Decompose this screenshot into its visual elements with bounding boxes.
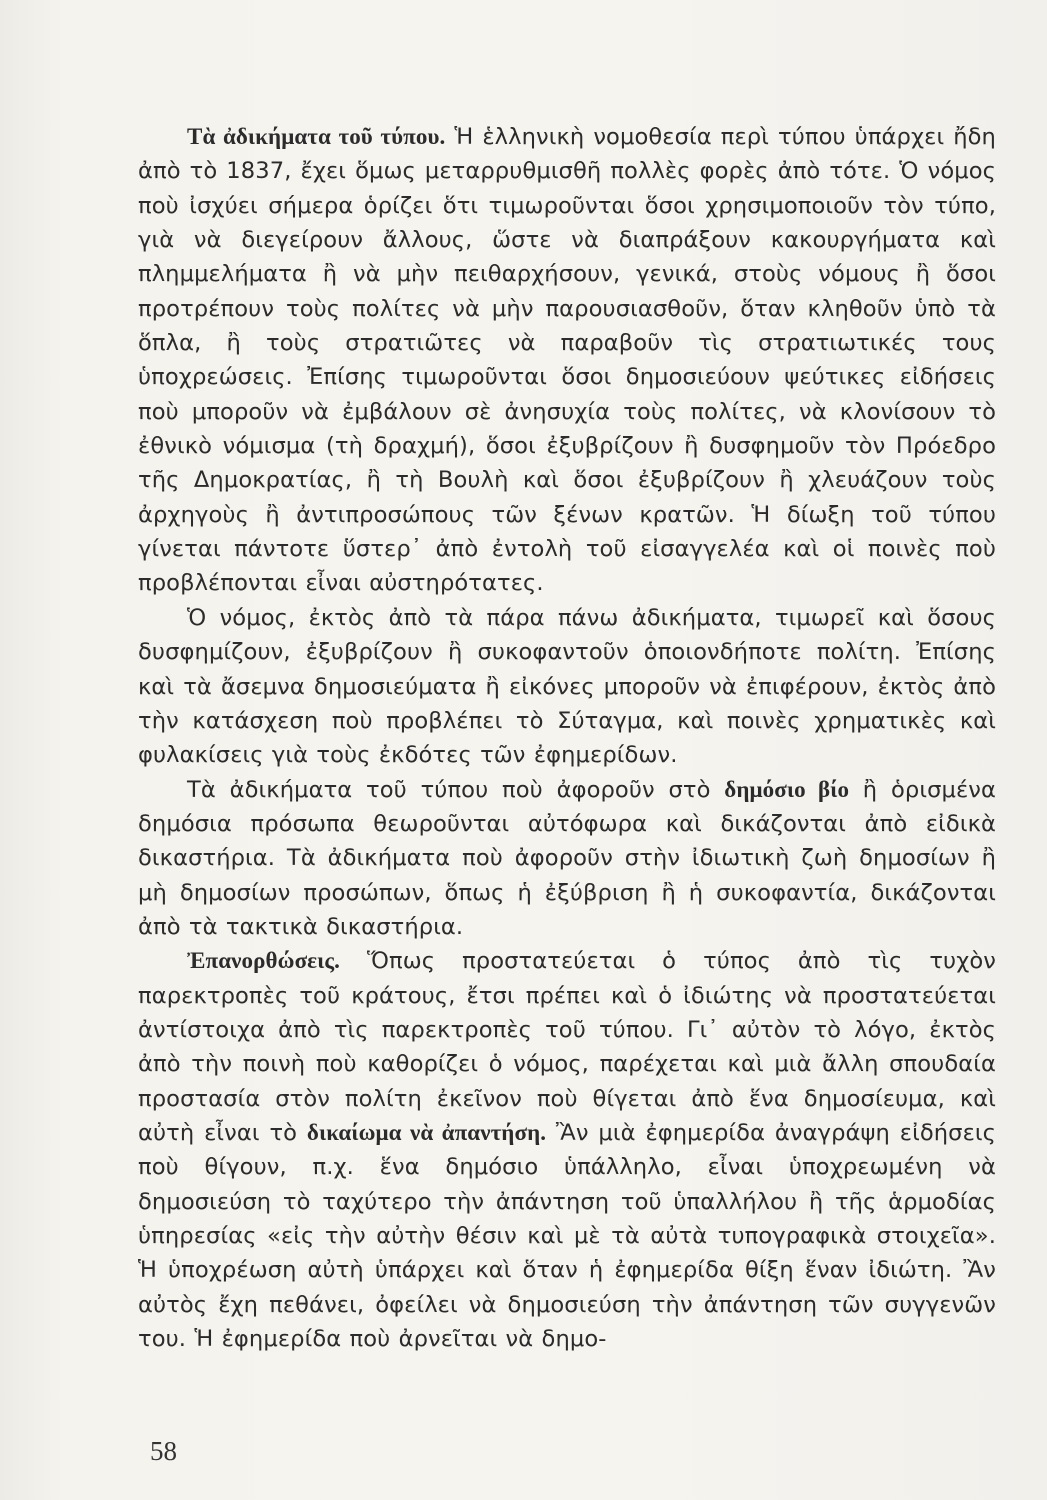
section-heading-press-offences: Τὰ ἀδικήματα τοῦ τύπου. (187, 124, 446, 149)
paragraph-text: Ὁ νόμος, ἐκτὸς ἀπὸ τὰ πάρα πάνω ἀδικήματα, τιμωρεῖ καὶ ὅσους δυσφημίζουν, ἐξυβρίζουν ἢ συκοφαντοῦν ὁποιονδήποτε πολίτη. Ἐπίσης καὶ τὰ ἄσεμνα δημοσιεύματα ἢ εἰκόνες μποροῦν νὰ ἐπιφέρουν, ἐκτὸς ἀπὸ τὴν κατάσχεση ποὺ προβλέπει τὸ Σύταγμα, καὶ ποινὲς χρηματικὲς καὶ φυλακίσεις γιὰ τοὺς ἐκδότες τῶν ἐφημερίδων. (138, 604, 996, 769)
paragraph-corrections (138, 944, 996, 1356)
paragraph-text: Ἂν μιὰ ἐφημερίδα ἀναγράψη εἰδήσεις ποὺ θίγουν, π.χ. ἕνα δημόσιο ὑπάλληλο, εἶναι ὑποχρεωμένη νὰ δημοσιεύση τὸ ταχύτερο τὴν ἀπάντηση τοῦ ὑπαλλήλου ἢ τῆς ἁρμοδίας ὑπηρεσίας «εἰς τὴν αὐτὴν θέσιν καὶ μὲ τὰ αὐτὰ τυπογραφικὰ στοιχεῖα». Ἡ ὑποχρέωση αὐτὴ ὑπάρχει καὶ ὅταν ἡ ἐφημερίδα θίξη ἕναν ἰδιώτη. Ἂν αὐτὸς ἔχη πεθάνει, ὀφείλει νὰ δημοσιεύση τὴν ἀπάντηση τῶν συγγενῶν του. Ἡ ἐφημερίδα ποὺ ἀρνεῖται νὰ δημο- (138, 1119, 996, 1353)
page-number: 58 (150, 1436, 177, 1466)
body-text (138, 120, 996, 1356)
paragraph-text: Ὅπως προστατεύεται ὁ τύπος ἀπὸ τὶς τυχὸν παρεκτροπὲς τοῦ κράτους, ἔτσι πρέπει καὶ ὁ ἰδιώτης νὰ προστατεύεται ἀντίστοιχα ἀπὸ τὶς παρεκτροπὲς τοῦ τύπου. Γι᾽ αὐτὸν τὸ λόγο, ἐκτὸς ἀπὸ τὴν ποινὴ ποὺ καθορίζει ὁ νόμος, παρέχεται καὶ μιὰ ἄλλη σπουδαία προστασία στὸν πολίτη ἐκεῖνον ποὺ θίγεται ἀπὸ ἕνα δημοσίευμα, καὶ αὐτὴ εἶναι τὸ (138, 948, 996, 1146)
paragraph-text: Τὰ ἀδικήματα τοῦ τύπου ποὺ ἀφοροῦν στὸ (187, 776, 725, 803)
bold-term-right-of-reply: δικαίωμα νὰ ἀπαντήση. (306, 1119, 547, 1145)
paragraph-text: Ἡ ἑλληνικὴ νομοθεσία περὶ τύπου ὑπάρχει ἤδη ἀπὸ τὸ 1837, ἔχει ὅμως μεταρρυθμισθῆ πολλὲς φορὲς ἀπὸ τότε. Ὁ νόμος ποὺ ἰσχύει σήμερα ὁρίζει ὅτι τιμωροῦνται ὅσοι χρησιμοποιοῦν τὸν τύπο, γιὰ νὰ διεγείρουν ἄλλους, ὥστε νὰ διαπράξουν κακουργήματα καὶ πλημμελήματα ἢ νὰ μὴν πειθαρχήσουν, γενικά, στοὺς νόμους ἢ ὅσοι προτρέπουν τοὺς πολίτες νὰ μὴν παρουσιασθοῦν, ὅταν κληθοῦν ὑπὸ τὰ ὅπλα, ἢ τοὺς στρατιῶτες νὰ παραβοῦν τὶς στρατιωτικές τους ὑποχρεώσεις. Ἐπίσης τιμωροῦνται ὅσοι δημοσιεύουν ψεύτικες εἰδήσεις ποὺ μποροῦν νὰ ἐμβάλουν σὲ ἀνησυχία τοὺς πολίτες, νὰ κλονίσουν τὸ ἐθνικὸ νόμισμα (τὴ δραχμή), ὅσοι ἐξυβρίζουν ἢ δυσφημοῦν τὸν Πρόεδρο τῆς Δημοκρατίας, ἢ τὴ Βουλὴ καὶ ὅσοι ἐξυβρίζουν ἢ χλευάζουν τοὺς ἀρχηγοὺς ἢ ἀντιπροσώπους τῶν ξένων κρατῶν. Ἡ δίωξη τοῦ τύπου γίνεται πάντοτε ὕστερ᾽ ἀπὸ ἐντολὴ τοῦ εἰσαγγελέα καὶ οἱ ποινὲς ποὺ προβλέπονται εἶναι αὐστηρότατες. (138, 124, 996, 597)
section-heading-corrections: Ἐπανορθώσεις. (187, 948, 340, 974)
paragraph-defamation (138, 601, 996, 773)
paragraph-public-life (138, 773, 996, 945)
bold-term-public-life: δημόσιο βίο (724, 776, 850, 802)
paragraph-text: ἢ ὁρισμένα δημόσια πρόσωπα θεωροῦνται αὐτόφωρα καὶ δικάζονται ἀπὸ εἰδικὰ δικαστήρια. Τὰ ἀδικήματα ποὺ ἀφοροῦν στὴν ἰδιωτικὴ ζωὴ δημοσίων ἢ μὴ δημοσίων προσώπων, ὅπως ἡ ἐξύβριση ἢ ἡ συκοφαντία, δικάζονται ἀπὸ τὰ τακτικὰ δικαστήρια. (138, 776, 996, 940)
paragraph-press-offences (138, 120, 996, 601)
